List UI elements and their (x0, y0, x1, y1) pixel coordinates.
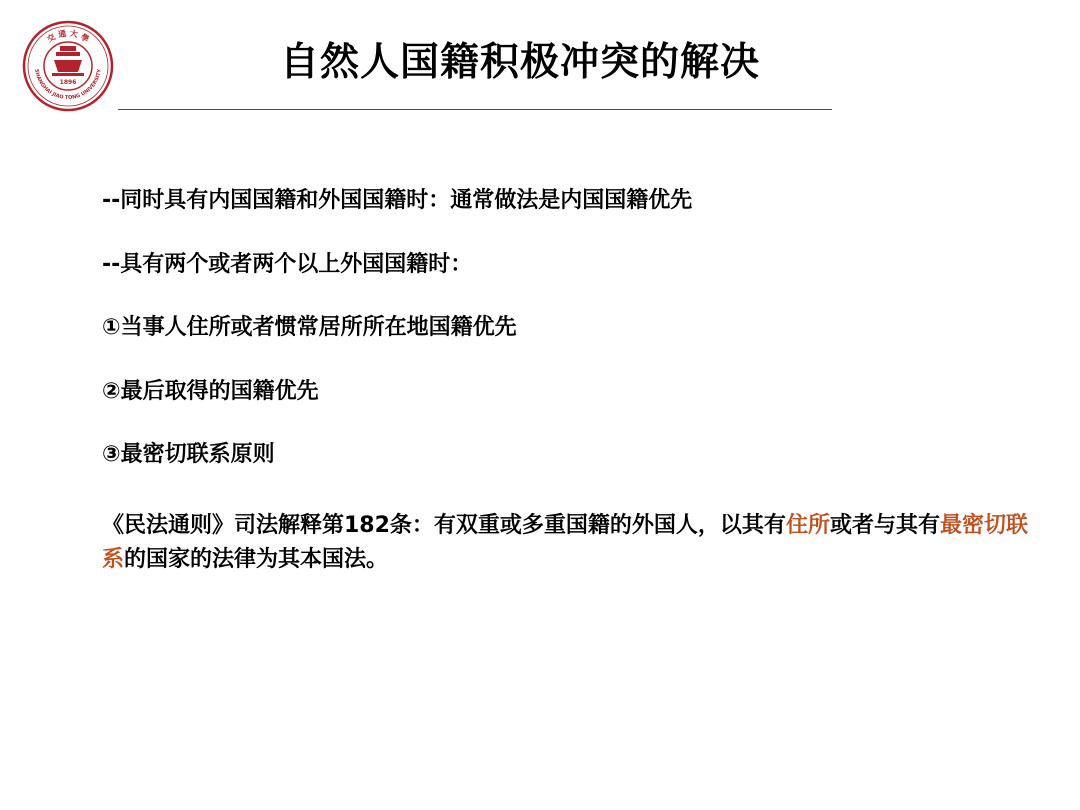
highlight-domicile: 住所 (785, 513, 830, 538)
body-line-2: --具有两个或者两个以上外国国籍时： (102, 252, 473, 277)
body-line-4: ②最后取得的国籍优先 (102, 379, 319, 404)
paragraph-text-3: 的国家的法律为其本国法。 (124, 547, 389, 572)
paragraph-text-2: 或者与其有 (829, 513, 940, 538)
body-line-1: --同时具有内国国籍和外国国籍时：通常做法是内国国籍优先 (102, 188, 693, 213)
body-line-5: ③最密切联系原则 (102, 442, 275, 467)
seal-bottom-text: SHANGHAI JIAO TONG UNIVERSITY (33, 68, 103, 102)
slide-title: 自然人国籍积极冲突的解决 (279, 40, 760, 85)
paragraph-text-1: 《民法通则》司法解释第182条：有双重或多重国籍的外国人，以其有 (102, 513, 786, 538)
body-line-3: ①当事人住所或者惯常居所所在地国籍优先 (102, 315, 517, 340)
highlight-closest-connection: 最密切联系 (102, 513, 1028, 572)
title-divider (118, 109, 832, 110)
university-seal-icon (22, 20, 114, 112)
seal-top-text: 交 通 大 學 (45, 28, 91, 45)
seal-year-text: 1896 (59, 79, 77, 86)
law-citation-paragraph (102, 509, 1047, 577)
